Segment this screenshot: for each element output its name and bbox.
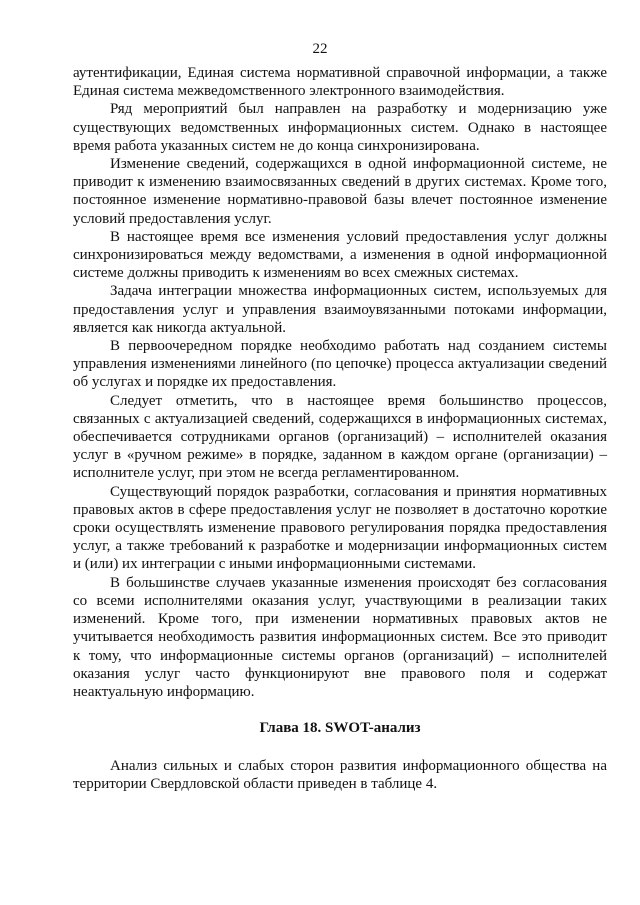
paragraph: Следует отметить, что в настоящее время большинство процессов, связанных с актуализацией сведений, содержащихся в информационных системах, обеспечивается сотрудниками органов (организаций) – исполнителей оказания услуг в «ручном режиме» в порядке, заданном в каждом органе (организации) – исполнителе услуг, при этом не всегда регламентированном. <box>73 392 607 482</box>
chapter-title: Глава 18. SWOT-анализ <box>259 720 421 737</box>
paragraph: В большинстве случаев указанные изменения происходят без согласования со всеми исполнителями оказания услуг, участвующими в реализации таких изменений. Кроме того, при изменении нормативных правовых актов не учитывается необходимость развития информационных систем. Все это приводит к тому, что информационные системы органов (организаций) – исполнителей оказания услуг часто функционируют вне правового поля и содержат неактуальную информацию. <box>73 574 607 700</box>
paragraph: аутентификации, Единая система нормативной справочной информации, а также Единая система межведомственного электронного взаимодействия. <box>73 65 607 100</box>
paragraph: Изменение сведений, содержащихся в одной информационной системе, не приводит к изменению взаимосвязанных сведений в других системах. Кроме того, постоянное изменение нормативно-правовой базы влечет постоянное изменение условий предоставления услуг. <box>73 156 607 227</box>
paragraph: Задача интеграции множества информационных систем, используемых для предоставления услуг и управления взаимоувязанными потоками информации, является как никогда актуальной. <box>73 283 607 336</box>
paragraph: В настоящее время все изменения условий предоставления услуг должны синхронизироваться между ведомствами, а изменения в одной информационной системе должны приводить к изменениям во всех смежных системах. <box>73 228 607 282</box>
closing-paragraph: Анализ сильных и слабых сторон развития информационного общества на территории Свердловской области приведен в таблице 4. <box>73 758 607 793</box>
document-body <box>73 64 607 794</box>
paragraph: Существующий порядок разработки, согласования и принятия нормативных правовых актов в сфере предоставления услуг не позволяет в достаточно короткие сроки осуществлять изменение правового регулирования порядка предоставления услуг, а также требований к разработке и модернизации информационных систем и (или) их интеграции с иными информационными системами. <box>73 483 607 573</box>
paragraph: В первоочередном порядке необходимо работать над созданием системы управления изменениями линейного (по цепочке) процесса актуализации сведений об услугах и порядке их предоставления. <box>73 338 607 391</box>
paragraph: Ряд мероприятий был направлен на разработку и модернизацию уже существующих ведомственных информационных систем. Однако в настоящее время работа указанных систем не до конца синхронизирована. <box>73 101 607 154</box>
page-number: 22 <box>312 41 328 57</box>
